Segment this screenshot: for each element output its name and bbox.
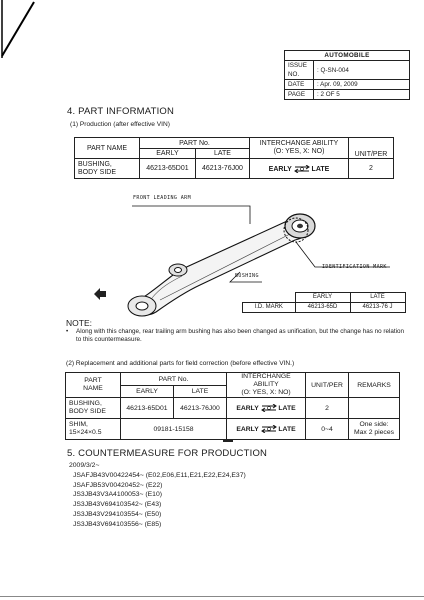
interchange-arrows-icon: [261, 425, 277, 433]
row-early-part: 46213-65D01: [140, 159, 196, 179]
t2-early-header: EARLY: [121, 386, 174, 398]
early-header: EARLY: [140, 149, 196, 159]
interchange-header: [250, 138, 349, 159]
field-correction-parts-table: [65, 372, 400, 440]
page-label: PAGE: [285, 90, 314, 100]
part-no-header: PART No.: [140, 138, 250, 149]
id-table-early-header: EARLY: [295, 293, 350, 303]
id-table-row-label: I.D. MARK: [243, 303, 296, 313]
date-label: DATE: [285, 80, 314, 90]
identification-mark-label: IDENTIFICATION MARK: [322, 264, 387, 270]
table-row: [66, 419, 400, 440]
row-unit: 2: [349, 159, 394, 179]
divider: [223, 440, 233, 442]
unit-header: UNIT/PER: [349, 138, 394, 159]
vin-list: [73, 471, 246, 529]
list-item: JSAFJB43V00422454~ (E02,E06,E11,E21,E22,E24,E37): [73, 472, 246, 479]
t2-late-header: LATE: [174, 386, 227, 398]
interchange-header-text: INTERCHANGE ABILITY: [259, 140, 339, 147]
note-bullet: •: [66, 328, 69, 335]
front-leading-arm-label: FRONT LEADING ARM: [133, 195, 191, 201]
interchange-arrows-icon: [294, 165, 310, 173]
t2-row2-interchange: [227, 419, 306, 440]
list-item: JS3JB43V694103542~ (E43): [73, 501, 162, 509]
late-header: LATE: [195, 149, 249, 159]
section-4-heading: 4. PART INFORMATION: [67, 106, 175, 117]
interchange-late: LATE: [311, 165, 330, 173]
t2-row1-name: BUSHING, BODY SIDE: [66, 398, 121, 419]
list-item: JS3JB43V3A4100053~ (E10): [73, 491, 162, 499]
t2-row1-early: 46213-65D01: [121, 398, 174, 419]
t2-part-name-header: PART NAME: [66, 373, 121, 398]
production-parts-table: [74, 137, 394, 179]
page-value: : 2 OF 5: [314, 90, 410, 100]
header-title: AUTOMOBILE: [285, 51, 410, 61]
t2-interchange-header-sub: (O: YES, X: NO): [241, 389, 291, 396]
id-table-late-value: 46213-76 J: [350, 303, 405, 313]
interchange-arrows-icon: [261, 404, 277, 412]
table-row: [66, 398, 400, 419]
issue-no-label: ISSUE NO.: [285, 61, 314, 80]
t2-unit-header: UNIT/PER: [306, 373, 349, 398]
row-part-name: BUSHING, BODY SIDE: [75, 159, 140, 179]
row-late-part: 46213-76J00: [195, 159, 249, 179]
countermeasure-date: 2009/3/2~: [69, 462, 100, 469]
date-value: : Apr. 09, 2009: [314, 80, 410, 90]
t2-interchange-header: [227, 373, 306, 398]
t2-row1-remarks: [349, 398, 400, 419]
t2-interchange-header-text: INTERCHANGE ABILITY: [241, 373, 291, 388]
t2-row1-inter-late: LATE: [278, 404, 296, 412]
t2-row2-unit: 0~4: [306, 419, 349, 440]
note-body: [66, 328, 404, 343]
section-4-sub1: (1) Production (after effective VIN): [70, 121, 170, 128]
id-mark-table: [242, 292, 406, 313]
interchange-early: EARLY: [268, 165, 292, 173]
document-header-box: [284, 50, 410, 100]
front-arrow-icon: [92, 286, 108, 300]
list-item: JS3JB43V694103556~ (E85): [73, 520, 162, 528]
row-interchange: [250, 159, 349, 179]
t2-row1-inter-early: EARLY: [236, 404, 259, 412]
t2-row2-inter-late: LATE: [278, 425, 296, 433]
id-table-late-header: LATE: [350, 293, 405, 303]
t2-row2-name: SHIM, 15×24×0.5: [66, 419, 121, 440]
bushing-label: BUSHING: [235, 273, 259, 279]
t2-row1-late: 46213-76J00: [174, 398, 227, 419]
corner-scan-mark: [0, 0, 40, 60]
id-table-early-value: 46213-65D: [295, 303, 350, 313]
t2-row2-remarks: One side: Max 2 pieces: [349, 419, 400, 440]
t2-remarks-header: REMARKS: [349, 373, 400, 398]
t2-part-no-header: PART No.: [121, 373, 227, 386]
list-item: JSAFJB53V00420452~ (E22): [73, 481, 163, 489]
interchange-header-sub: (O: YES, X: NO): [273, 148, 325, 155]
t2-row2-part: 09181-15158: [121, 419, 227, 440]
t2-row1-interchange: [227, 398, 306, 419]
note-heading: NOTE:: [66, 318, 92, 328]
t2-row2-inter-early: EARLY: [236, 425, 259, 433]
scan-edge: [0, 596, 424, 597]
section-5-heading: 5. COUNTERMEASURE FOR PRODUCTION: [67, 448, 268, 459]
list-item: JS3JB43V294103554~ (E50): [73, 510, 162, 518]
part-name-header: PART NAME: [75, 138, 140, 159]
issue-no-value: : Q-SN-004: [314, 61, 410, 80]
section-4-sub2: (2) Replacement and additional parts for field correction (before effective VIN.): [66, 360, 295, 367]
t2-row1-unit: 2: [306, 398, 349, 419]
note-text: Along with this change, rear trailing arm bushing has also been changed as unification, but the change has no relation to this countermeasure.: [76, 328, 405, 343]
